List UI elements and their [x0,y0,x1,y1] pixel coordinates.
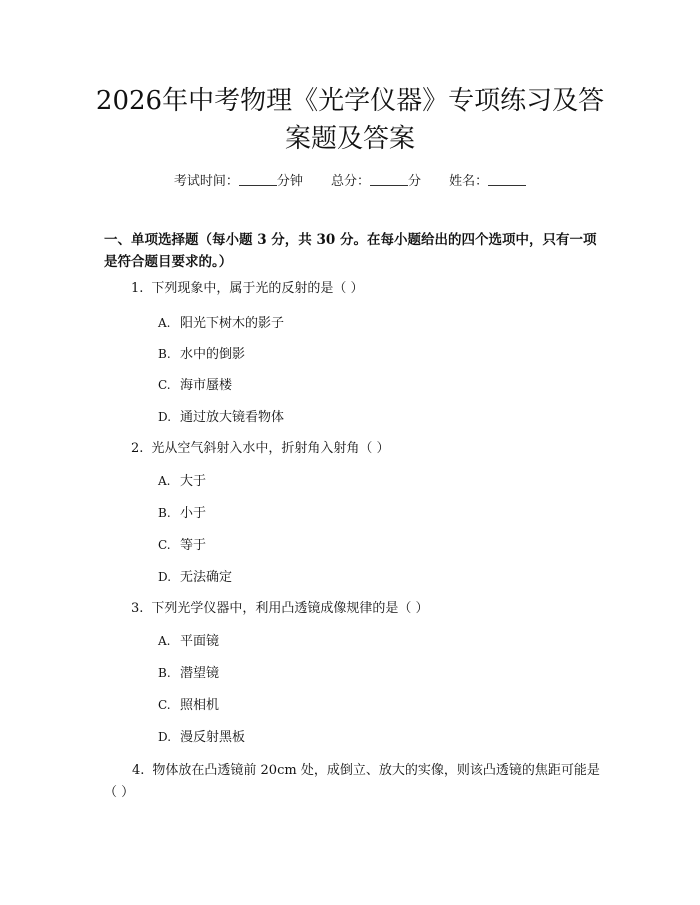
question-1-option-c [158,375,232,396]
option-text: 通过放大镜看物体 [180,410,285,425]
question-number: 3. [131,601,144,616]
question-1-option-a [158,313,284,334]
option-letter: C. [158,698,171,712]
question-1-option-d [158,407,284,428]
question-number: 4. [132,763,145,778]
option-text: 水中的倒影 [180,347,246,362]
option-text: 漫反射黑板 [180,730,246,745]
question-2-option-d [158,567,232,588]
option-letter: C. [158,538,171,552]
question-3-option-c [158,695,219,716]
question-text: 下列现象中，属于光的反射的是（ ） [151,281,364,296]
question-4 [104,760,606,804]
total-score-unit: 分 [408,174,422,189]
option-letter: A. [158,634,171,648]
option-text: 海市蜃楼 [180,378,233,393]
option-text: 平面镜 [180,634,220,649]
question-number: 2. [131,441,144,456]
total-score-field [331,170,421,189]
option-letter: C. [158,378,171,392]
total-score-label: 总分： [330,174,370,189]
question-1 [131,279,364,299]
exam-info-line [0,170,700,189]
option-text: 等于 [180,538,207,553]
option-text: 小于 [180,506,207,521]
question-3-option-b [158,663,219,684]
exam-time-label: 考试时间： [173,174,239,189]
name-field [449,170,526,189]
exam-time-unit: 分钟 [276,174,303,189]
exam-time-blank [239,173,277,186]
option-text: 阳光下树木的影子 [180,316,285,331]
name-label: 姓名： [449,174,489,189]
question-1-option-b [158,344,245,365]
option-text: 无法确定 [180,570,233,585]
question-2-option-b [158,503,206,524]
question-2-option-c [158,535,206,556]
document-title: 2026年中考物理《光学仪器》专项练习及答案题及答案 [95,86,605,154]
total-score-blank [370,173,408,186]
question-2 [131,439,390,459]
question-2-option-a [158,471,206,492]
option-letter: A. [158,474,171,488]
option-letter: B. [158,347,171,361]
option-letter: B. [158,666,171,680]
question-number: 1. [131,281,144,296]
question-text: 下列光学仪器中，利用凸透镜成像规律的是（ ） [151,601,429,616]
question-text: 物体放在凸透镜前 20cm 处，成倒立、放大的实像，则该凸透镜的焦距可能是（ ） [104,763,600,800]
question-3-option-a [158,631,219,652]
question-text: 光从空气斜射入水中，折射角入射角（ ） [151,441,390,456]
name-blank [488,173,526,186]
option-text: 照相机 [180,698,220,713]
section-heading: 一、单项选择题（每小题 3 分，共 30 分。在每小题给出的四个选项中，只有一项是符合题目要求的。） [104,232,597,270]
option-letter: D. [158,410,172,424]
question-3 [131,599,429,619]
option-letter: B. [158,506,171,520]
question-3-option-d [158,727,245,748]
option-letter: D. [158,730,172,744]
option-text: 潜望镜 [180,666,220,681]
option-text: 大于 [180,474,207,489]
option-letter: D. [158,570,172,584]
option-letter: A. [158,316,171,330]
exam-time-field [174,170,303,189]
